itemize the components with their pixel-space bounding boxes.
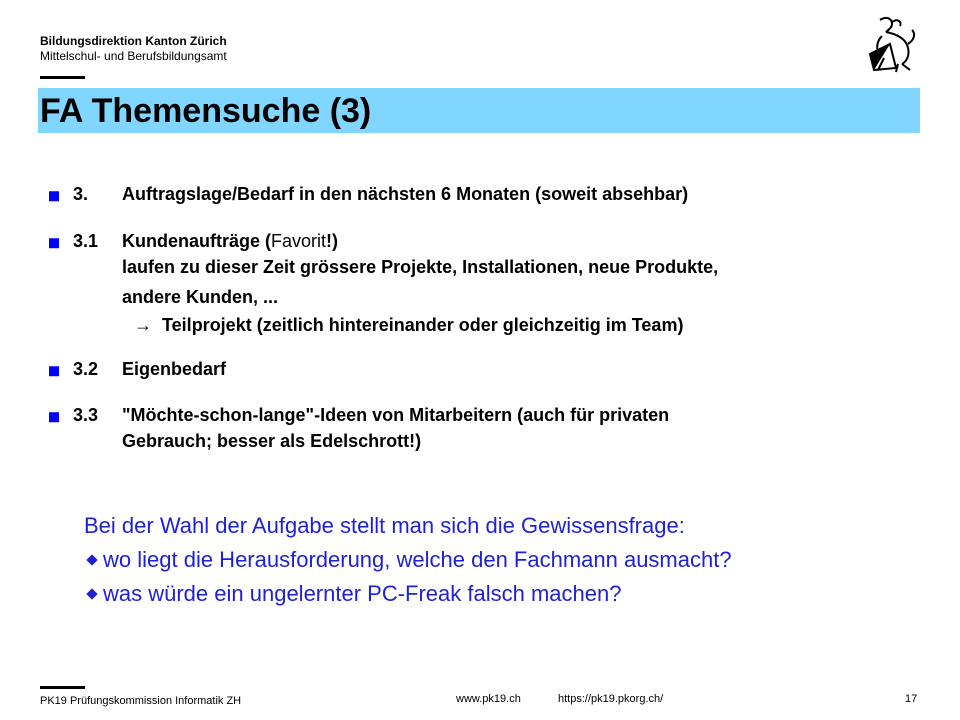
item-number: 3. xyxy=(73,184,89,204)
bullet-diamond-icon xyxy=(46,231,63,248)
item-number: 3.1 xyxy=(73,231,99,251)
question-text: wo liegt die Herausforderung, welche den Fachmann ausmacht? xyxy=(103,547,732,572)
org-name: Bildungsdirektion Kanton Zürich xyxy=(40,34,227,48)
question-intro: Bei der Wahl der Aufgabe stellt man sich die Gewissensfrage: xyxy=(84,513,685,538)
bullet-diamond-icon xyxy=(46,359,63,376)
bullet-diamond-icon xyxy=(46,184,63,201)
bullet-diamond-icon xyxy=(46,405,63,422)
item-text xyxy=(122,228,922,254)
footer-url[interactable]: https://pk19.pkorg.ch/ xyxy=(558,693,664,705)
blue-diamond-icon xyxy=(86,588,97,599)
footer-url[interactable]: www.pk19.ch xyxy=(456,693,521,705)
item-text-end: !) xyxy=(326,231,339,251)
item-text: laufen zu dieser Zeit grössere Projekte, Installationen, neue Produkte, xyxy=(122,257,719,277)
page-number: 17 xyxy=(905,693,918,705)
dept-name: Mittelschul- und Berufsbildungsamt xyxy=(40,49,227,63)
item-text: Eigenbedarf xyxy=(122,359,227,379)
blue-diamond-icon xyxy=(86,554,97,565)
question-item xyxy=(84,580,621,608)
page-title: FA Themensuche (3) xyxy=(40,92,372,130)
question-text: was würde ein ungelernter PC-Freak falsch machen? xyxy=(103,581,622,606)
item-text xyxy=(134,312,934,338)
item-text: Gebrauch; besser als Edelschrott!) xyxy=(122,431,422,451)
item-text-bold: Kundenaufträge ( xyxy=(122,231,272,251)
item-text-normal: Favorit xyxy=(271,231,327,251)
arrow-right-icon: → xyxy=(134,315,152,335)
footer-rule xyxy=(40,686,85,689)
item-number: 3.3 xyxy=(73,405,99,425)
question-item xyxy=(84,546,732,574)
item-text: "Möchte-schon-lange"-Ideen von Mitarbeitern (auch für privaten xyxy=(122,405,670,425)
item-text: Auftragslage/Bedarf in den nächsten 6 Monaten (soweit absehbar) xyxy=(122,184,689,204)
canton-lion-logo-icon xyxy=(862,14,922,74)
item-text: Teilprojekt (zeitlich hintereinander oder gleichzeitig im Team) xyxy=(162,315,684,335)
item-text: andere Kunden, ... xyxy=(122,287,279,307)
header-rule xyxy=(40,76,85,79)
footer-org: PK19 Prüfungskommission Informatik ZH xyxy=(40,695,242,707)
item-number: 3.2 xyxy=(73,359,99,379)
